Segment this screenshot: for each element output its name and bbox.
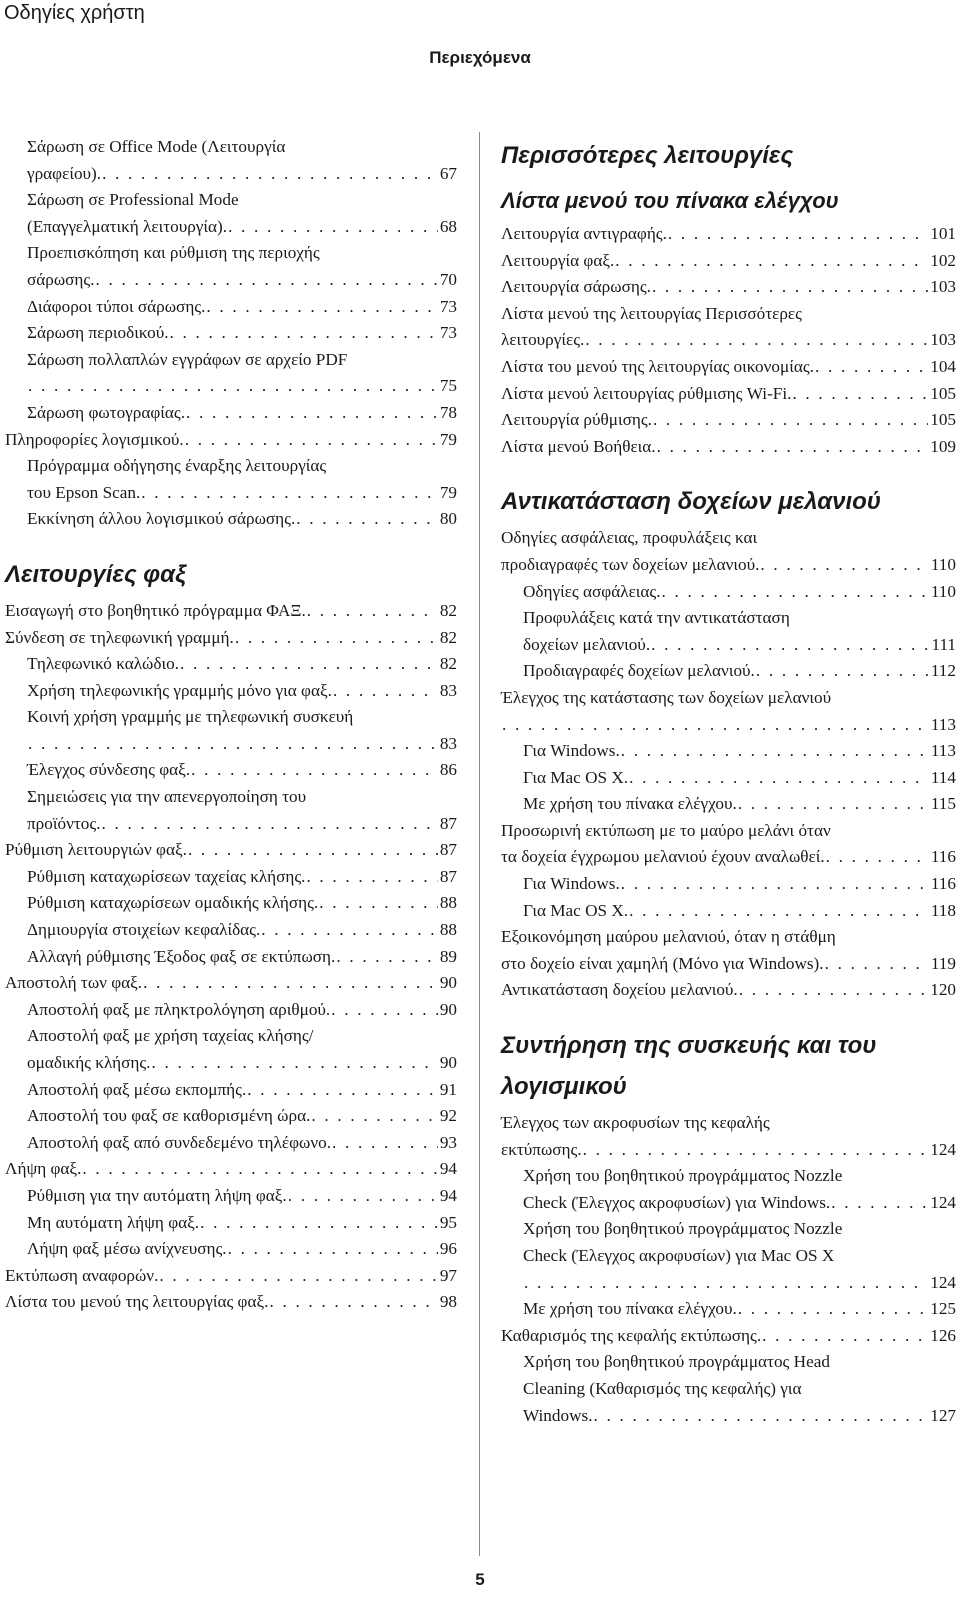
toc-leader-dots (247, 1077, 438, 1104)
toc-entry-text: Διάφοροι τύποι σάρωσης. (27, 296, 206, 316)
toc-leader-dots (319, 890, 438, 917)
toc-page-number: 79 (439, 429, 457, 449)
toc-page-number: 102 (930, 250, 956, 270)
toc-entry[interactable] (5, 678, 457, 705)
section-heading: Λειτουργίες φαξ (5, 560, 186, 588)
toc-entry[interactable] (5, 1210, 457, 1237)
toc-page-number: 124 (930, 1192, 956, 1212)
toc-entry[interactable] (5, 757, 457, 784)
toc-entry[interactable] (5, 240, 457, 267)
toc-page-number: 94 (439, 1159, 457, 1179)
toc-leader-dots (101, 811, 437, 838)
toc-page-number: 110 (930, 554, 956, 574)
toc-entry-text: Με χρήση του πίνακα ελέγχου. (523, 794, 737, 814)
toc-entry[interactable] (5, 811, 457, 838)
toc-entry-text: Προφυλάξεις κατά την αντικατάσταση (523, 608, 790, 628)
toc-entry-text: Λειτουργία ρύθμισης. (501, 410, 652, 430)
toc-entry[interactable] (5, 1263, 457, 1290)
toc-entry[interactable] (501, 791, 956, 818)
toc-entry[interactable] (501, 871, 956, 898)
toc-entry[interactable] (501, 1163, 956, 1190)
toc-page-number: 125 (930, 1299, 956, 1319)
toc-leader-dots (738, 791, 929, 818)
toc-entry-text: Cleaning (Καθαρισμός της κεφαλής) για (523, 1378, 802, 1398)
toc-entry[interactable] (501, 327, 956, 354)
toc-entry[interactable] (5, 373, 457, 400)
toc-entry-text: του Epson Scan. (27, 482, 141, 502)
toc-entry[interactable] (501, 658, 956, 685)
toc-leader-dots (159, 1263, 437, 1290)
toc-page-number: 119 (930, 953, 956, 973)
toc-entry[interactable] (5, 1050, 457, 1077)
toc-leader-dots (583, 1137, 929, 1164)
toc-leader-dots (333, 678, 438, 705)
toc-page-number: 83 (439, 680, 457, 700)
toc-entry-text: Λίστα του μενού της λειτουργίας φαξ. (5, 1292, 269, 1312)
toc-entry[interactable] (5, 1183, 457, 1210)
document-title: Οδηγίες χρήστη (4, 2, 145, 24)
toc-entry-text: Εξοικονόμηση μαύρου μελανιού, όταν η στάθμη (501, 927, 836, 947)
toc-entry[interactable] (5, 704, 457, 731)
toc-entry-text: Τηλεφωνικό καλώδιο. (27, 654, 179, 674)
toc-leader-dots (28, 373, 438, 400)
toc-page-number: 82 (439, 627, 457, 647)
toc-leader-dots (594, 1403, 929, 1430)
toc-entry-text: στο δοχείο είναι χαμηλή (Μόνο για Windows). (501, 953, 824, 973)
toc-entry-text: Λίστα μενού λειτουργίας ρύθμισης Wi-Fi. (501, 383, 792, 403)
toc-leader-dots (657, 434, 929, 461)
toc-page-number: 104 (930, 356, 956, 376)
toc-entry[interactable] (501, 1403, 956, 1430)
toc-page-number: 127 (930, 1405, 956, 1425)
toc-leader-dots (191, 757, 438, 784)
toc-page-number: 124 (930, 1272, 956, 1292)
toc-leader-dots (102, 161, 438, 188)
toc-leader-dots (28, 731, 438, 758)
toc-entry-text: Χρήση τηλεφωνικής γραμμής μόνο για φαξ. (27, 680, 332, 700)
toc-leader-dots (186, 400, 438, 427)
toc-page-number: 90 (439, 1053, 457, 1072)
toc-entry-text: Έλεγχος της κατάστασης των δοχείων μελανιού (501, 687, 832, 707)
toc-entry[interactable] (501, 924, 956, 951)
toc-entry-text: Λειτουργία φαξ. (501, 250, 615, 270)
toc-leader-dots (621, 738, 929, 765)
toc-entry[interactable] (501, 765, 956, 792)
section-heading: Περισσότερες λειτουργίες (501, 142, 794, 169)
toc-title: Περιεχόμενα (429, 48, 531, 67)
toc-entry[interactable] (501, 844, 956, 871)
toc-page-number: 124 (930, 1139, 956, 1159)
toc-entry-text: τα δοχεία έγχρωμου μελανιού έχουν αναλωθεί. (501, 847, 825, 867)
subsection-heading: Λίστα μενού του πίνακα ελέγχου (501, 188, 839, 213)
toc-page-number: 105 (930, 383, 956, 403)
toc-page-number: 113 (930, 741, 956, 761)
toc-leader-dots (738, 1296, 928, 1323)
toc-entry-text: Έλεγχος σύνδεσης φαξ. (27, 760, 191, 780)
toc-entry-text: Προδιαγραφές δοχείων μελανιού. (523, 661, 755, 681)
toc-entry[interactable] (501, 1137, 956, 1164)
toc-leader-dots (825, 951, 929, 978)
toc-page-number: 96 (439, 1239, 457, 1259)
toc-leader-dots (261, 917, 438, 944)
toc-entry[interactable] (501, 434, 956, 461)
toc-entry[interactable] (501, 301, 956, 328)
toc-leader-dots (760, 552, 928, 579)
toc-entry-text: Πρόγραμμα οδήγησης έναρξης λειτουργίας (27, 456, 327, 476)
toc-entry-text: Λίστα μενού Βοήθεια. (501, 436, 656, 456)
toc-entry-text: Ρύθμιση για την αυτόματη λήψη φαξ. (27, 1185, 287, 1205)
toc-entry-text: Αντικατάσταση δοχείου μελανιού. (501, 980, 738, 1000)
toc-entry-text: Έλεγχος των ακροφυσίων της κεφαλής (501, 1113, 770, 1133)
toc-entry[interactable] (501, 632, 956, 659)
toc-entry-text: εκτύπωσης. (501, 1139, 582, 1159)
toc-entry[interactable] (5, 320, 457, 347)
toc-leader-dots (815, 354, 928, 381)
toc-entry-text: Αποστολή φαξ από συνδεδεμένο τηλέφωνο. (27, 1132, 331, 1152)
toc-entry-text: Εκκίνηση άλλου λογισμικού σάρωσης. (27, 509, 296, 529)
toc-entry[interactable] (501, 1216, 956, 1243)
toc-entry-text: Καθαρισμός της κεφαλής εκτύπωσης. (501, 1325, 762, 1345)
toc-entry[interactable] (5, 294, 457, 321)
toc-leader-dots (336, 944, 437, 971)
toc-page-number: 116 (930, 847, 956, 867)
toc-page-number: 98 (439, 1292, 457, 1312)
toc-entry-text: λειτουργίες. (501, 330, 585, 350)
toc-entry-text: ομαδικής κλήσης. (27, 1053, 151, 1072)
toc-page-number: 67 (439, 163, 457, 183)
toc-entry[interactable] (501, 248, 956, 275)
toc-leader-dots (651, 632, 929, 659)
toc-entry-text: Για Mac OS X. (523, 767, 629, 787)
toc-entry[interactable] (501, 685, 956, 712)
toc-leader-dots (826, 844, 929, 871)
toc-leader-dots (228, 214, 438, 241)
toc-entry[interactable] (5, 427, 457, 454)
toc-entry-text: σάρωσης. (27, 269, 95, 289)
toc-entry-text: Για Mac OS X. (523, 900, 629, 920)
toc-entry[interactable] (501, 977, 956, 1004)
toc-entry-text: Λίστα μενού της λειτουργίας Περισσότερες (501, 303, 802, 323)
toc-leader-dots (524, 1270, 928, 1297)
toc-leader-dots (585, 327, 928, 354)
toc-entry-text: Αποστολή του φαξ σε καθορισμένη ώρα. (27, 1106, 311, 1126)
toc-page-number: 87 (439, 813, 457, 833)
toc-entry-text: Windows. (523, 1405, 593, 1425)
toc-entry[interactable] (501, 898, 956, 925)
toc-entry-text: Λήψη φαξ. (5, 1159, 82, 1179)
toc-page-number: 94 (439, 1185, 457, 1205)
toc-entry-text: Δημιουργία στοιχείων κεφαλίδας. (27, 920, 261, 940)
toc-page-number: 73 (439, 296, 457, 316)
toc-entry[interactable] (5, 214, 457, 241)
toc-entry[interactable] (5, 731, 457, 758)
toc-entry[interactable] (5, 506, 457, 533)
toc-entry[interactable] (501, 552, 956, 579)
toc-leader-dots (96, 267, 438, 294)
toc-entry-text: Για Windows. (523, 874, 620, 894)
toc-entry[interactable] (5, 837, 457, 864)
toc-entry[interactable] (5, 347, 457, 374)
toc-entry[interactable] (5, 784, 457, 811)
toc-leader-dots (831, 1190, 928, 1217)
toc-leader-dots (668, 221, 928, 248)
toc-entry[interactable] (5, 400, 457, 427)
toc-entry[interactable] (5, 1103, 457, 1130)
toc-entry[interactable] (5, 480, 457, 507)
toc-entry[interactable] (501, 738, 956, 765)
toc-page-number: 116 (930, 874, 956, 894)
toc-leader-dots (296, 506, 438, 533)
toc-entry[interactable] (5, 1023, 457, 1050)
toc-page-number: 103 (930, 277, 956, 297)
toc-page-number: 113 (930, 714, 956, 734)
toc-entry-text: προϊόντος. (27, 813, 101, 833)
toc-page-number: 75 (439, 376, 457, 396)
toc-entry-text: Χρήση του βοηθητικού προγράμματος Nozzle (523, 1166, 843, 1186)
toc-page-number: 126 (930, 1325, 956, 1345)
toc-entry[interactable] (501, 381, 956, 408)
toc-entry-text: Ρύθμιση καταχωρίσεων ομαδικής κλήσης. (27, 893, 319, 913)
toc-entry[interactable] (501, 712, 956, 739)
toc-page-number: 111 (931, 634, 956, 654)
toc-page-number: 105 (930, 410, 956, 430)
toc-entry-text: Κοινή χρήση γραμμής με τηλεφωνική συσκευή (27, 707, 354, 727)
section-heading: Αντικατάσταση δοχείων μελανιού (501, 488, 881, 516)
toc-entry-text: Σάρωση σε Professional Mode (27, 190, 239, 210)
toc-entry-text: Σημειώσεις για την απενεργοποίηση του (27, 787, 307, 807)
toc-entry[interactable] (5, 1077, 457, 1104)
toc-page-number: 83 (439, 733, 457, 753)
page-number: 5 (475, 1570, 485, 1589)
toc-entry[interactable] (501, 1243, 956, 1270)
toc-leader-dots (151, 1050, 437, 1077)
toc-page-number: 87 (439, 866, 457, 886)
toc-leader-dots (652, 274, 928, 301)
toc-leader-dots (288, 1183, 438, 1210)
toc-leader-dots (331, 997, 438, 1024)
toc-leader-dots (621, 871, 929, 898)
toc-entry[interactable] (5, 1156, 457, 1183)
toc-entry-text: (Επαγγελματική λειτουργία). (27, 216, 228, 236)
column-divider (479, 132, 480, 1556)
toc-entry-text: Για Windows. (523, 741, 620, 761)
toc-leader-dots (662, 579, 929, 606)
toc-entry-text: Χρήση του βοηθητικού προγράμματος Head (523, 1352, 830, 1372)
toc-entry[interactable] (501, 818, 956, 845)
toc-entry[interactable] (501, 1349, 956, 1376)
toc-entry[interactable] (5, 1289, 457, 1316)
toc-leader-dots (629, 765, 929, 792)
toc-page-number: 90 (439, 999, 457, 1019)
toc-entry-text: Check (Έλεγχος ακροφυσίων) για Windows. (523, 1192, 831, 1212)
toc-entry-text: Εισαγωγή στο βοηθητικό πρόγραμμα ΦΑΞ. (5, 600, 306, 620)
toc-entry-text: Με χρήση του πίνακα ελέγχου. (523, 1299, 737, 1319)
toc-page-number: 73 (439, 323, 457, 343)
toc-entry[interactable] (5, 187, 457, 214)
toc-page-number: 90 (439, 973, 457, 993)
toc-entry[interactable] (501, 274, 956, 301)
toc-page-number: 115 (930, 794, 956, 814)
toc-entry-text: Πληροφορίες λογισμικού. (5, 429, 184, 449)
toc-entry-text: Οδηγίες ασφάλειας. (523, 581, 661, 601)
toc-leader-dots (306, 864, 437, 891)
toc-leader-dots (269, 1289, 437, 1316)
toc-entry[interactable] (5, 161, 457, 188)
toc-entry-text: Οδηγίες ασφάλειας, προφυλάξεις και (501, 528, 758, 548)
toc-entry[interactable] (5, 134, 457, 161)
toc-entry[interactable] (5, 651, 457, 678)
toc-entry[interactable] (5, 625, 457, 652)
toc-entry[interactable] (501, 1270, 956, 1297)
toc-leader-dots (307, 598, 438, 625)
toc-entry[interactable] (501, 1323, 956, 1350)
toc-page-number: 101 (930, 224, 956, 243)
toc-page-number: 114 (930, 767, 956, 787)
toc-page-number: 82 (439, 600, 457, 620)
toc-leader-dots (170, 320, 438, 347)
toc-leader-dots (629, 898, 929, 925)
toc-entry-text: Προεπισκόπηση και ρύθμιση της περιοχής (27, 243, 320, 263)
toc-entry-text: Αποστολή φαξ μέσω εκπομπής. (27, 1079, 247, 1099)
toc-leader-dots (188, 837, 438, 864)
toc-entry-text: Σάρωση φωτογραφίας. (27, 402, 186, 422)
toc-entry[interactable] (501, 1190, 956, 1217)
toc-entry[interactable] (5, 1236, 457, 1263)
toc-entry[interactable] (501, 1110, 956, 1137)
toc-entry-text: γραφείου). (27, 163, 102, 183)
toc-page-number: 120 (930, 980, 956, 1000)
toc-entry[interactable] (501, 221, 956, 248)
toc-leader-dots (206, 294, 437, 321)
toc-page-number: 80 (439, 509, 457, 529)
toc-entry[interactable] (5, 267, 457, 294)
toc-entry[interactable] (501, 1376, 956, 1403)
section-heading: Συντήρηση της συσκευής και του (501, 1032, 877, 1060)
toc-entry[interactable] (5, 917, 457, 944)
toc-entry[interactable] (501, 1296, 956, 1323)
toc-entry-text: Αποστολή των φαξ. (5, 973, 143, 993)
toc-leader-dots (185, 427, 438, 454)
toc-page-number: 68 (439, 216, 457, 236)
toc-leader-dots (615, 248, 928, 275)
toc-page-number: 112 (930, 661, 956, 681)
toc-entry-text: Λειτουργία αντιγραφής. (501, 224, 667, 243)
toc-page-number: 79 (439, 482, 457, 502)
toc-leader-dots (228, 1236, 438, 1263)
toc-entry-text: Σύνδεση σε τηλεφωνική γραμμή. (5, 627, 234, 647)
toc-leader-dots (180, 651, 438, 678)
toc-leader-dots (762, 1323, 928, 1350)
toc-leader-dots (332, 1130, 438, 1157)
toc-entry-text: Αποστολή φαξ με χρήση ταχείας κλήσης/ (27, 1026, 314, 1046)
toc-page-number: 93 (439, 1132, 457, 1152)
toc-page-number: 91 (439, 1079, 457, 1099)
toc-entry[interactable] (501, 354, 956, 381)
toc-leader-dots (200, 1210, 438, 1237)
toc-entry[interactable] (5, 1130, 457, 1157)
toc-page-number: 82 (439, 654, 457, 674)
toc-entry-text: Ρύθμιση λειτουργιών φαξ. (5, 840, 187, 860)
toc-entry[interactable] (501, 407, 956, 434)
section-heading-continued: λογισμικού (501, 1073, 627, 1101)
toc-left-column (5, 134, 457, 1316)
toc-page-number: 97 (439, 1265, 457, 1285)
toc-entry[interactable] (5, 453, 457, 480)
toc-page-number: 95 (439, 1212, 457, 1232)
toc-right-column (501, 134, 956, 1429)
toc-entry[interactable] (5, 864, 457, 891)
toc-entry-text: Προσωρινή εκτύπωση με το μαύρο μελάνι όταν (501, 820, 831, 840)
toc-entry-text: Μη αυτόματη λήψη φαξ. (27, 1212, 200, 1232)
toc-entry-text: Λειτουργία σάρωσης. (501, 277, 651, 297)
toc-leader-dots (653, 407, 928, 434)
toc-entry[interactable] (501, 579, 956, 606)
toc-leader-dots (143, 970, 438, 997)
toc-entry[interactable] (501, 525, 956, 552)
toc-entry-text: Σάρωση περιοδικού. (27, 323, 169, 343)
toc-leader-dots (502, 712, 929, 739)
toc-entry[interactable] (5, 598, 457, 625)
toc-page-number: 88 (439, 920, 457, 940)
toc-entry-text: δοχείων μελανιού. (523, 634, 651, 654)
toc-leader-dots (82, 1156, 437, 1183)
toc-entry-text: Εκτύπωση αναφορών. (5, 1265, 159, 1285)
toc-entry-text: προδιαγραφές των δοχείων μελανιού. (501, 554, 760, 574)
toc-page-number: 86 (439, 760, 457, 780)
toc-page-number: 89 (439, 946, 457, 966)
toc-page-number: 70 (439, 269, 457, 289)
toc-entry-text: Λίστα του μενού της λειτουργίας οικονομίας. (501, 356, 814, 376)
toc-entry[interactable] (5, 890, 457, 917)
toc-leader-dots (739, 977, 928, 1004)
toc-leader-dots (792, 381, 928, 408)
toc-leader-dots (141, 480, 438, 507)
toc-leader-dots (756, 658, 929, 685)
toc-entry-text: Ρύθμιση καταχωρίσεων ταχείας κλήσης. (27, 866, 306, 886)
toc-entry-text: Σάρωση πολλαπλών εγγράφων σε αρχείο PDF (27, 349, 348, 369)
toc-page-number: 103 (930, 330, 956, 350)
toc-page-number: 109 (930, 436, 956, 456)
toc-entry-text: Λήψη φαξ μέσω ανίχνευσης. (27, 1239, 227, 1259)
toc-page-number: 87 (439, 840, 457, 860)
toc-entry-text: Check (Έλεγχος ακροφυσίων) για Mac OS X (523, 1246, 835, 1265)
toc-entry[interactable] (501, 605, 956, 632)
toc-leader-dots (235, 625, 438, 652)
toc-page-number: 88 (439, 893, 457, 913)
toc-entry[interactable] (501, 951, 956, 978)
toc-page-number: 118 (930, 900, 956, 920)
toc-page-number: 78 (439, 402, 457, 422)
toc-entry-text: Αλλαγή ρύθμισης Έξοδος φαξ σε εκτύπωση. (27, 946, 336, 966)
toc-entry-text: Χρήση του βοηθητικού προγράμματος Nozzle (523, 1219, 843, 1239)
toc-entry-text: Σάρωση σε Office Mode (Λειτουργία (27, 137, 286, 156)
toc-entry[interactable] (5, 970, 457, 997)
toc-leader-dots (311, 1103, 437, 1130)
toc-page-number: 92 (439, 1106, 457, 1126)
toc-entry[interactable] (5, 944, 457, 971)
toc-entry[interactable] (5, 997, 457, 1024)
toc-page-number: 110 (930, 581, 956, 601)
toc-entry-text: Αποστολή φαξ με πληκτρολόγηση αριθμού. (27, 999, 331, 1019)
